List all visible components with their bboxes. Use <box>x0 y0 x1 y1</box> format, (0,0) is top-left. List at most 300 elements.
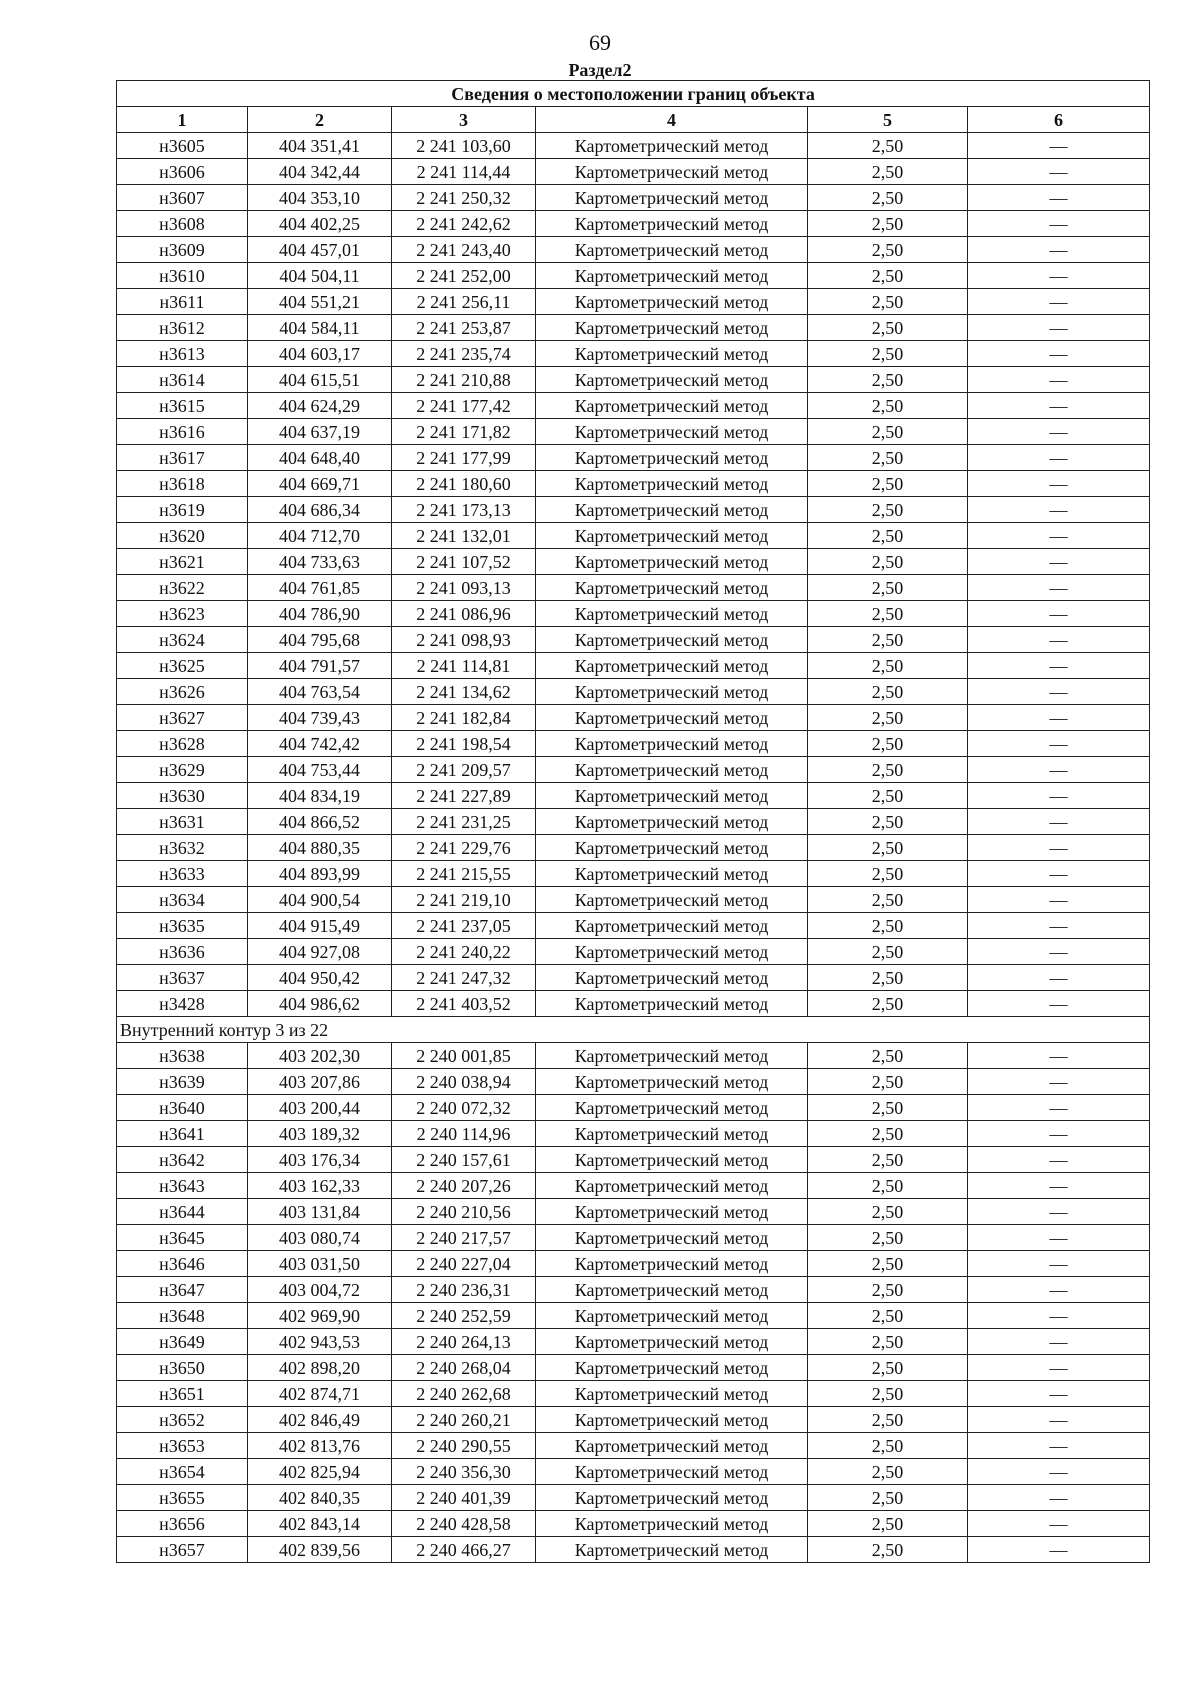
cell-point-name: н3630 <box>117 783 248 809</box>
cell-coord-y: 2 241 177,42 <box>392 393 536 419</box>
cell-point-name: н3639 <box>117 1069 248 1095</box>
cell-accuracy: 2,50 <box>808 159 968 185</box>
cell-coord-x: 404 351,41 <box>248 133 392 159</box>
cell-accuracy: 2,50 <box>808 809 968 835</box>
cell-accuracy: 2,50 <box>808 393 968 419</box>
cell-accuracy: 2,50 <box>808 289 968 315</box>
table-row <box>117 939 1150 965</box>
cell-accuracy: 2,50 <box>808 1459 968 1485</box>
cell-coord-y: 2 241 173,13 <box>392 497 536 523</box>
cell-coord-y: 2 241 171,82 <box>392 419 536 445</box>
cell-point-name: н3623 <box>117 601 248 627</box>
cell-description: — <box>968 497 1150 523</box>
cell-method: Картометрический метод <box>536 133 808 159</box>
cell-coord-y: 2 241 242,62 <box>392 211 536 237</box>
cell-coord-y: 2 240 252,59 <box>392 1303 536 1329</box>
cell-method: Картометрический метод <box>536 679 808 705</box>
cell-description: — <box>968 471 1150 497</box>
cell-method: Картометрический метод <box>536 1225 808 1251</box>
cell-description: — <box>968 1121 1150 1147</box>
cell-description: — <box>968 1303 1150 1329</box>
cell-description: — <box>968 627 1150 653</box>
cell-coord-x: 404 753,44 <box>248 757 392 783</box>
table-row <box>117 627 1150 653</box>
cell-description: — <box>968 1095 1150 1121</box>
cell-description: — <box>968 1043 1150 1069</box>
table-row <box>117 757 1150 783</box>
cell-coord-x: 404 893,99 <box>248 861 392 887</box>
page-number: 69 <box>589 30 611 55</box>
cell-point-name: н3650 <box>117 1355 248 1381</box>
cell-accuracy: 2,50 <box>808 627 968 653</box>
table-row <box>117 679 1150 705</box>
cell-description: — <box>968 1459 1150 1485</box>
cell-method: Картометрический метод <box>536 939 808 965</box>
cell-description: — <box>968 185 1150 211</box>
cell-accuracy: 2,50 <box>808 1537 968 1563</box>
cell-coord-x: 404 866,52 <box>248 809 392 835</box>
cell-point-name: н3609 <box>117 237 248 263</box>
table-row <box>117 861 1150 887</box>
cell-method: Картометрический метод <box>536 1043 808 1069</box>
cell-accuracy: 2,50 <box>808 1355 968 1381</box>
table-caption-row <box>117 81 1150 107</box>
column-header-1: 1 <box>117 107 248 133</box>
table-body <box>117 133 1150 1563</box>
cell-method: Картометрический метод <box>536 315 808 341</box>
cell-point-name: н3616 <box>117 419 248 445</box>
table-row <box>117 133 1150 159</box>
cell-coord-x: 404 686,34 <box>248 497 392 523</box>
cell-accuracy: 2,50 <box>808 1069 968 1095</box>
cell-accuracy: 2,50 <box>808 133 968 159</box>
cell-method: Картометрический метод <box>536 1199 808 1225</box>
cell-point-name: н3634 <box>117 887 248 913</box>
table-row <box>117 263 1150 289</box>
cell-accuracy: 2,50 <box>808 861 968 887</box>
cell-description: — <box>968 809 1150 835</box>
cell-description: — <box>968 1537 1150 1563</box>
cell-coord-y: 2 241 093,13 <box>392 575 536 601</box>
cell-coord-x: 403 202,30 <box>248 1043 392 1069</box>
cell-coord-x: 404 915,49 <box>248 913 392 939</box>
cell-point-name: н3636 <box>117 939 248 965</box>
cell-coord-x: 404 584,11 <box>248 315 392 341</box>
table-row <box>117 523 1150 549</box>
cell-accuracy: 2,50 <box>808 1433 968 1459</box>
cell-description: — <box>968 419 1150 445</box>
cell-description: — <box>968 211 1150 237</box>
cell-coord-x: 404 834,19 <box>248 783 392 809</box>
column-header-2: 2 <box>248 107 392 133</box>
cell-coord-y: 2 241 198,54 <box>392 731 536 757</box>
cell-accuracy: 2,50 <box>808 601 968 627</box>
cell-method: Картометрический метод <box>536 341 808 367</box>
table-row <box>117 965 1150 991</box>
cell-point-name: н3638 <box>117 1043 248 1069</box>
cell-coord-y: 2 240 262,68 <box>392 1381 536 1407</box>
cell-coord-x: 404 402,25 <box>248 211 392 237</box>
cell-coord-y: 2 241 086,96 <box>392 601 536 627</box>
table-row <box>117 445 1150 471</box>
cell-point-name: н3608 <box>117 211 248 237</box>
cell-coord-y: 2 241 247,32 <box>392 965 536 991</box>
cell-coord-x: 404 786,90 <box>248 601 392 627</box>
table-row <box>117 1147 1150 1173</box>
cell-coord-y: 2 241 098,93 <box>392 627 536 653</box>
cell-method: Картометрический метод <box>536 1459 808 1485</box>
table-row <box>117 1459 1150 1485</box>
cell-point-name: н3628 <box>117 731 248 757</box>
cell-coord-x: 402 846,49 <box>248 1407 392 1433</box>
cell-point-name: н3624 <box>117 627 248 653</box>
cell-description: — <box>968 601 1150 627</box>
cell-description: — <box>968 289 1150 315</box>
cell-coord-y: 2 241 229,76 <box>392 835 536 861</box>
cell-description: — <box>968 133 1150 159</box>
cell-accuracy: 2,50 <box>808 1511 968 1537</box>
cell-description: — <box>968 1511 1150 1537</box>
cell-coord-y: 2 241 240,22 <box>392 939 536 965</box>
cell-method: Картометрический метод <box>536 1277 808 1303</box>
table-row <box>117 653 1150 679</box>
cell-accuracy: 2,50 <box>808 835 968 861</box>
cell-coord-y: 2 240 236,31 <box>392 1277 536 1303</box>
cell-coord-y: 2 241 243,40 <box>392 237 536 263</box>
cell-description: — <box>968 783 1150 809</box>
cell-coord-x: 404 733,63 <box>248 549 392 575</box>
table-row <box>117 341 1150 367</box>
cell-point-name: н3619 <box>117 497 248 523</box>
cell-point-name: н3615 <box>117 393 248 419</box>
cell-method: Картометрический метод <box>536 887 808 913</box>
cell-point-name: н3641 <box>117 1121 248 1147</box>
table-row <box>117 705 1150 731</box>
cell-description: — <box>968 679 1150 705</box>
cell-accuracy: 2,50 <box>808 419 968 445</box>
cell-method: Картометрический метод <box>536 1121 808 1147</box>
cell-coord-y: 2 241 237,05 <box>392 913 536 939</box>
cell-method: Картометрический метод <box>536 1069 808 1095</box>
cell-point-name: н3607 <box>117 185 248 211</box>
cell-coord-x: 402 843,14 <box>248 1511 392 1537</box>
cell-description: — <box>968 159 1150 185</box>
cell-method: Картометрический метод <box>536 1381 808 1407</box>
column-header-3: 3 <box>392 107 536 133</box>
cell-coord-y: 2 241 114,81 <box>392 653 536 679</box>
table-row <box>117 991 1150 1017</box>
table-row <box>117 471 1150 497</box>
cell-point-name: н3642 <box>117 1147 248 1173</box>
table-row <box>117 1485 1150 1511</box>
cell-coord-y: 2 241 252,00 <box>392 263 536 289</box>
cell-method: Картометрический метод <box>536 1485 808 1511</box>
cell-coord-y: 2 241 219,10 <box>392 887 536 913</box>
cell-coord-x: 404 795,68 <box>248 627 392 653</box>
cell-accuracy: 2,50 <box>808 1147 968 1173</box>
table-row <box>117 1511 1150 1537</box>
cell-description: — <box>968 887 1150 913</box>
cell-coord-x: 404 669,71 <box>248 471 392 497</box>
cell-coord-x: 404 950,42 <box>248 965 392 991</box>
cell-point-name: н3655 <box>117 1485 248 1511</box>
cell-point-name: н3654 <box>117 1459 248 1485</box>
cell-method: Картометрический метод <box>536 419 808 445</box>
cell-coord-y: 2 241 403,52 <box>392 991 536 1017</box>
table-row <box>117 1303 1150 1329</box>
cell-coord-x: 404 761,85 <box>248 575 392 601</box>
cell-coord-y: 2 241 231,25 <box>392 809 536 835</box>
table-row <box>117 1329 1150 1355</box>
column-header-6: 6 <box>968 107 1150 133</box>
cell-coord-x: 402 825,94 <box>248 1459 392 1485</box>
cell-accuracy: 2,50 <box>808 913 968 939</box>
table-row <box>117 419 1150 445</box>
cell-accuracy: 2,50 <box>808 731 968 757</box>
table-row <box>117 549 1150 575</box>
cell-coord-x: 403 176,34 <box>248 1147 392 1173</box>
cell-method: Картометрический метод <box>536 497 808 523</box>
cell-description: — <box>968 1069 1150 1095</box>
cell-coord-x: 402 840,35 <box>248 1485 392 1511</box>
cell-coord-y: 2 240 072,32 <box>392 1095 536 1121</box>
cell-description: — <box>968 1433 1150 1459</box>
cell-accuracy: 2,50 <box>808 523 968 549</box>
cell-point-name: н3622 <box>117 575 248 601</box>
cell-method: Картометрический метод <box>536 1407 808 1433</box>
cell-point-name: н3626 <box>117 679 248 705</box>
cell-accuracy: 2,50 <box>808 1329 968 1355</box>
cell-point-name: н3620 <box>117 523 248 549</box>
cell-accuracy: 2,50 <box>808 185 968 211</box>
cell-coord-x: 403 031,50 <box>248 1251 392 1277</box>
cell-accuracy: 2,50 <box>808 705 968 731</box>
cell-accuracy: 2,50 <box>808 575 968 601</box>
table-row <box>117 835 1150 861</box>
table-row <box>117 237 1150 263</box>
contour-row <box>117 1017 1150 1043</box>
cell-method: Картометрический метод <box>536 159 808 185</box>
table-header-row <box>117 107 1150 133</box>
table-row <box>117 159 1150 185</box>
cell-coord-y: 2 241 210,88 <box>392 367 536 393</box>
cell-coord-x: 402 813,76 <box>248 1433 392 1459</box>
cell-point-name: н3652 <box>117 1407 248 1433</box>
cell-coord-y: 2 240 217,57 <box>392 1225 536 1251</box>
cell-coord-y: 2 241 235,74 <box>392 341 536 367</box>
cell-coord-x: 404 927,08 <box>248 939 392 965</box>
cell-method: Картометрический метод <box>536 653 808 679</box>
cell-point-name: н3644 <box>117 1199 248 1225</box>
cell-coord-x: 404 637,19 <box>248 419 392 445</box>
cell-coord-x: 404 615,51 <box>248 367 392 393</box>
cell-method: Картометрический метод <box>536 1433 808 1459</box>
cell-coord-y: 2 240 268,04 <box>392 1355 536 1381</box>
cell-description: — <box>968 991 1150 1017</box>
cell-description: — <box>968 1485 1150 1511</box>
cell-description: — <box>968 1199 1150 1225</box>
contour-label: Внутренний контур 3 из 22 <box>117 1017 1150 1043</box>
cell-coord-x: 404 763,54 <box>248 679 392 705</box>
cell-accuracy: 2,50 <box>808 939 968 965</box>
cell-accuracy: 2,50 <box>808 549 968 575</box>
cell-coord-x: 402 839,56 <box>248 1537 392 1563</box>
cell-point-name: н3646 <box>117 1251 248 1277</box>
cell-method: Картометрический метод <box>536 471 808 497</box>
cell-coord-x: 403 189,32 <box>248 1121 392 1147</box>
cell-coord-y: 2 240 227,04 <box>392 1251 536 1277</box>
cell-accuracy: 2,50 <box>808 1277 968 1303</box>
cell-method: Картометрический метод <box>536 757 808 783</box>
cell-method: Картометрический метод <box>536 783 808 809</box>
table-row <box>117 1225 1150 1251</box>
cell-description: — <box>968 965 1150 991</box>
cell-accuracy: 2,50 <box>808 653 968 679</box>
cell-coord-y: 2 241 103,60 <box>392 133 536 159</box>
cell-point-name: н3645 <box>117 1225 248 1251</box>
cell-description: — <box>968 731 1150 757</box>
cell-point-name: н3613 <box>117 341 248 367</box>
table-row <box>117 1043 1150 1069</box>
table-row <box>117 575 1150 601</box>
cell-coord-x: 404 624,29 <box>248 393 392 419</box>
cell-description: — <box>968 549 1150 575</box>
cell-description: — <box>968 575 1150 601</box>
cell-coord-y: 2 240 260,21 <box>392 1407 536 1433</box>
cell-method: Картометрический метод <box>536 1095 808 1121</box>
cell-point-name: н3635 <box>117 913 248 939</box>
cell-point-name: н3614 <box>117 367 248 393</box>
cell-coord-y: 2 240 157,61 <box>392 1147 536 1173</box>
table-row <box>117 497 1150 523</box>
cell-method: Картометрический метод <box>536 705 808 731</box>
cell-point-name: н3649 <box>117 1329 248 1355</box>
cell-description: — <box>968 1173 1150 1199</box>
cell-coord-x: 403 162,33 <box>248 1173 392 1199</box>
cell-point-name: н3632 <box>117 835 248 861</box>
cell-coord-x: 404 551,21 <box>248 289 392 315</box>
cell-method: Картометрический метод <box>536 731 808 757</box>
cell-point-name: н3428 <box>117 991 248 1017</box>
cell-point-name: н3657 <box>117 1537 248 1563</box>
cell-method: Картометрический метод <box>536 861 808 887</box>
cell-accuracy: 2,50 <box>808 1485 968 1511</box>
cell-point-name: н3610 <box>117 263 248 289</box>
cell-accuracy: 2,50 <box>808 445 968 471</box>
cell-accuracy: 2,50 <box>808 497 968 523</box>
cell-coord-x: 403 200,44 <box>248 1095 392 1121</box>
cell-coord-y: 2 241 182,84 <box>392 705 536 731</box>
table-row <box>117 1069 1150 1095</box>
cell-point-name: н3651 <box>117 1381 248 1407</box>
cell-description: — <box>968 445 1150 471</box>
cell-method: Картометрический метод <box>536 367 808 393</box>
cell-method: Картометрический метод <box>536 523 808 549</box>
cell-accuracy: 2,50 <box>808 1303 968 1329</box>
column-header-5: 5 <box>808 107 968 133</box>
table-row <box>117 1277 1150 1303</box>
cell-accuracy: 2,50 <box>808 1043 968 1069</box>
table-row <box>117 1355 1150 1381</box>
cell-point-name: н3625 <box>117 653 248 679</box>
cell-method: Картометрический метод <box>536 809 808 835</box>
cell-point-name: н3647 <box>117 1277 248 1303</box>
cell-accuracy: 2,50 <box>808 1381 968 1407</box>
table-row <box>117 393 1150 419</box>
cell-coord-y: 2 241 227,89 <box>392 783 536 809</box>
cell-description: — <box>968 393 1150 419</box>
cell-accuracy: 2,50 <box>808 1095 968 1121</box>
cell-accuracy: 2,50 <box>808 783 968 809</box>
cell-description: — <box>968 1329 1150 1355</box>
cell-coord-y: 2 240 210,56 <box>392 1199 536 1225</box>
cell-coord-y: 2 241 215,55 <box>392 861 536 887</box>
cell-coord-y: 2 240 466,27 <box>392 1537 536 1563</box>
boundary-coordinates-table <box>116 80 1150 1563</box>
cell-coord-y: 2 240 428,58 <box>392 1511 536 1537</box>
cell-method: Картометрический метод <box>536 965 808 991</box>
cell-accuracy: 2,50 <box>808 1251 968 1277</box>
cell-description: — <box>968 939 1150 965</box>
cell-coord-y: 2 240 001,85 <box>392 1043 536 1069</box>
cell-coord-x: 403 080,74 <box>248 1225 392 1251</box>
cell-method: Картометрический метод <box>536 913 808 939</box>
cell-coord-x: 404 353,10 <box>248 185 392 211</box>
cell-accuracy: 2,50 <box>808 887 968 913</box>
cell-coord-x: 404 712,70 <box>248 523 392 549</box>
cell-description: — <box>968 1277 1150 1303</box>
cell-accuracy: 2,50 <box>808 471 968 497</box>
table-row <box>117 601 1150 627</box>
cell-coord-y: 2 240 264,13 <box>392 1329 536 1355</box>
cell-method: Картометрический метод <box>536 211 808 237</box>
cell-coord-x: 402 969,90 <box>248 1303 392 1329</box>
cell-description: — <box>968 263 1150 289</box>
cell-method: Картометрический метод <box>536 1355 808 1381</box>
cell-method: Картометрический метод <box>536 263 808 289</box>
cell-method: Картометрический метод <box>536 627 808 653</box>
cell-method: Картометрический метод <box>536 549 808 575</box>
cell-method: Картометрический метод <box>536 1511 808 1537</box>
cell-point-name: н3606 <box>117 159 248 185</box>
cell-method: Картометрический метод <box>536 445 808 471</box>
cell-accuracy: 2,50 <box>808 965 968 991</box>
cell-description: — <box>968 1381 1150 1407</box>
table-row <box>117 913 1150 939</box>
cell-method: Картометрический метод <box>536 185 808 211</box>
cell-coord-x: 404 648,40 <box>248 445 392 471</box>
cell-description: — <box>968 913 1150 939</box>
cell-method: Картометрический метод <box>536 1251 808 1277</box>
table-row <box>117 1173 1150 1199</box>
table-row <box>117 1537 1150 1563</box>
cell-description: — <box>968 835 1150 861</box>
cell-accuracy: 2,50 <box>808 1173 968 1199</box>
section-title: Раздел2 <box>568 60 632 80</box>
cell-description: — <box>968 1407 1150 1433</box>
cell-accuracy: 2,50 <box>808 679 968 705</box>
cell-description: — <box>968 315 1150 341</box>
cell-description: — <box>968 653 1150 679</box>
cell-accuracy: 2,50 <box>808 315 968 341</box>
table-row <box>117 731 1150 757</box>
cell-description: — <box>968 1251 1150 1277</box>
cell-coord-y: 2 240 401,39 <box>392 1485 536 1511</box>
cell-accuracy: 2,50 <box>808 211 968 237</box>
cell-accuracy: 2,50 <box>808 1199 968 1225</box>
cell-point-name: н3611 <box>117 289 248 315</box>
cell-description: — <box>968 523 1150 549</box>
